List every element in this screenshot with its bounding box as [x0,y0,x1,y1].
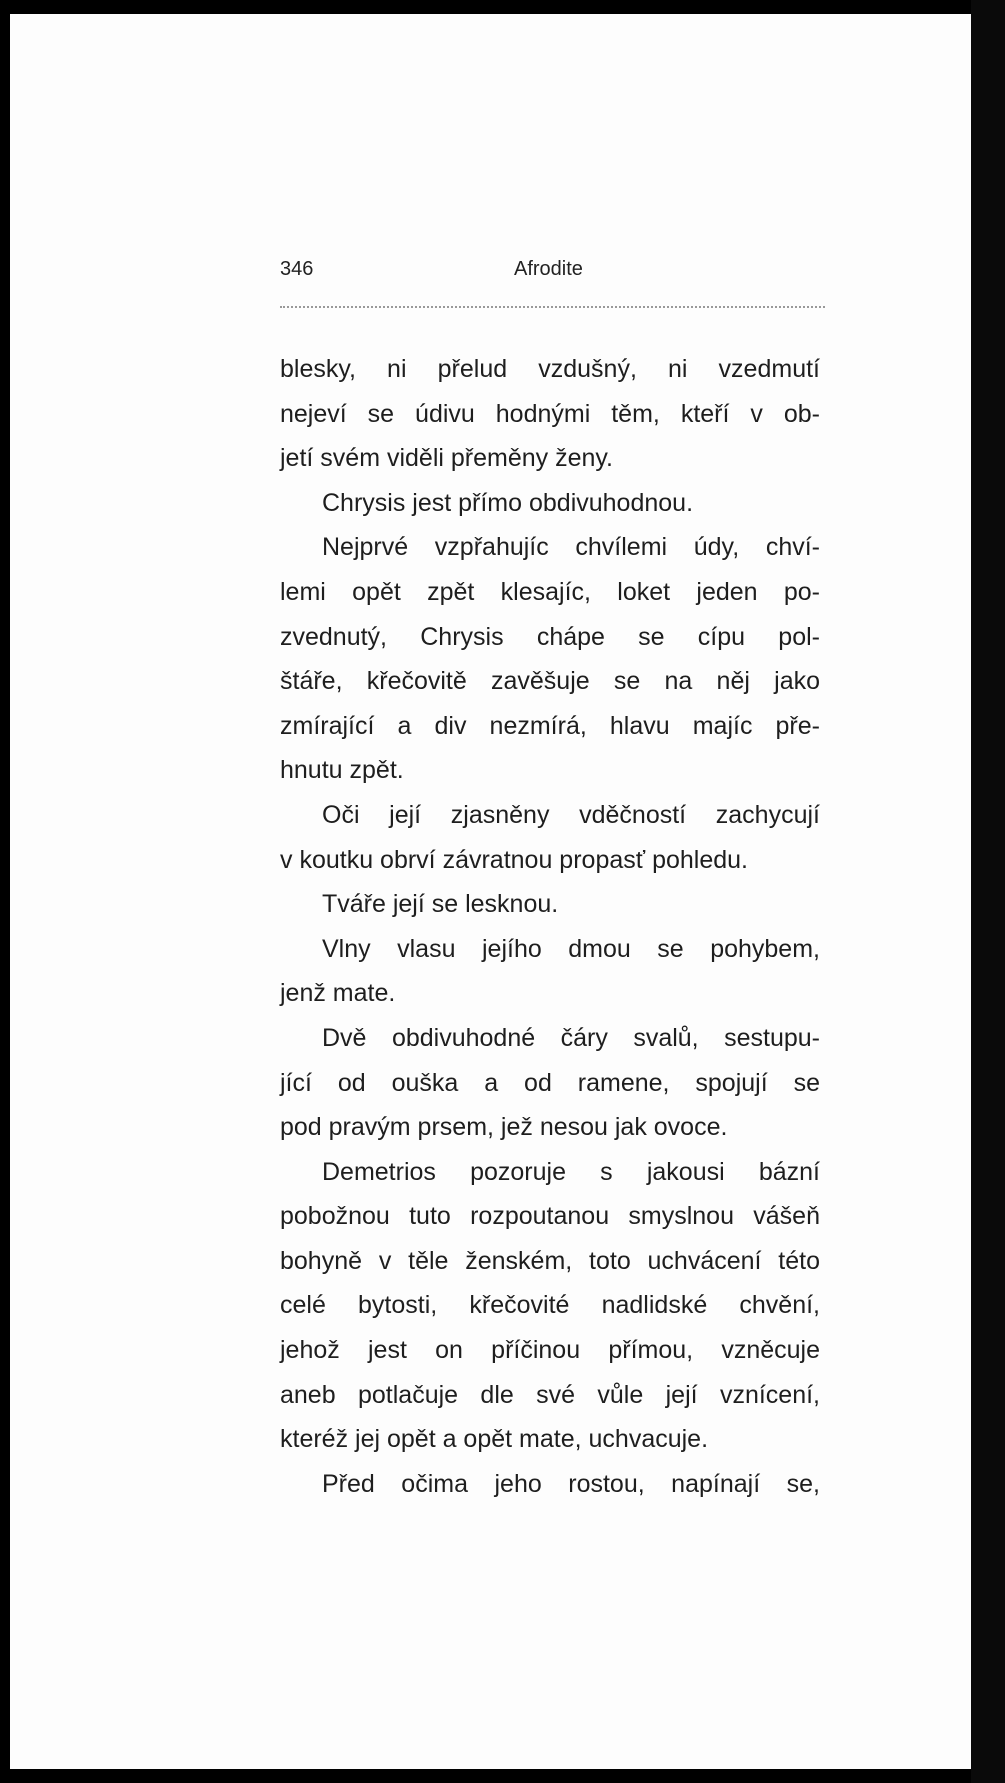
text-line: Chrysis jest přímo obdivuhodnou. [322,488,694,517]
text-line: v koutku obrví závratnou propasť pohledu. [280,845,748,874]
text-line: zmírající a div nezmírá, hlavu majíc pře- [280,711,820,740]
text-line: Dvě obdivuhodné čáry svalů, sestupu- [322,1023,820,1052]
text-line: Před očima jeho rostou, napínají se, [322,1469,820,1498]
text-line: celé bytosti, křečovité nadlidské chvění, [280,1291,820,1320]
text-line: pobožnou tuto rozpoutanou smyslnou vášeň [280,1202,820,1231]
text-line: aneb potlačuje dle své vůle její vznícení, [280,1380,820,1409]
text-line: jetí svém viděli přeměny ženy. [280,444,613,473]
text-line: lemi opět zpět klesajíc, loket jeden po- [280,577,820,606]
text-line: Nejprvé vzpřahujíc chvílemi údy, chví- [322,533,820,562]
text-line: jící od ouška a od ramene, spojují se [280,1068,820,1097]
text-line: pod pravým prsem, jež nesou jak ovoce. [280,1113,728,1142]
text-line: hnutu zpět. [280,756,404,785]
text-line: zvednutý, Chrysis chápe se cípu pol- [280,622,820,651]
header-rule [280,306,825,308]
scan-edge [971,0,1005,1783]
running-title: Afrodite [514,258,583,280]
text-line: Demetrios pozoruje s jakousi bázní [322,1157,820,1186]
text-line: kteréž jej opět a opět mate, uchvacuje. [280,1425,709,1454]
text-line: blesky, ni přelud vzdušný, ni vzedmutí [280,355,820,383]
running-head [280,258,820,288]
text-line: Vlny vlasu jejího dmou se pohybem, [322,934,820,963]
text-line: štáře, křečovitě zavěšuje se na něj jako [280,667,820,696]
page-number: 346 [280,258,314,280]
text-line: bohyně v těle ženském, toto uchvácení této [280,1246,820,1275]
text-line: Oči její zjasněny vděčností zachycují [322,800,820,829]
text-line: jenž mate. [280,979,396,1008]
body-text [280,347,820,1506]
text-line: nejeví se údivu hodnými těm, kteří v ob- [280,399,820,428]
text-line: Tváře její se lesknou. [322,890,559,919]
text-line: jehož jest on příčinou přímou, vzněcuje [280,1336,820,1365]
